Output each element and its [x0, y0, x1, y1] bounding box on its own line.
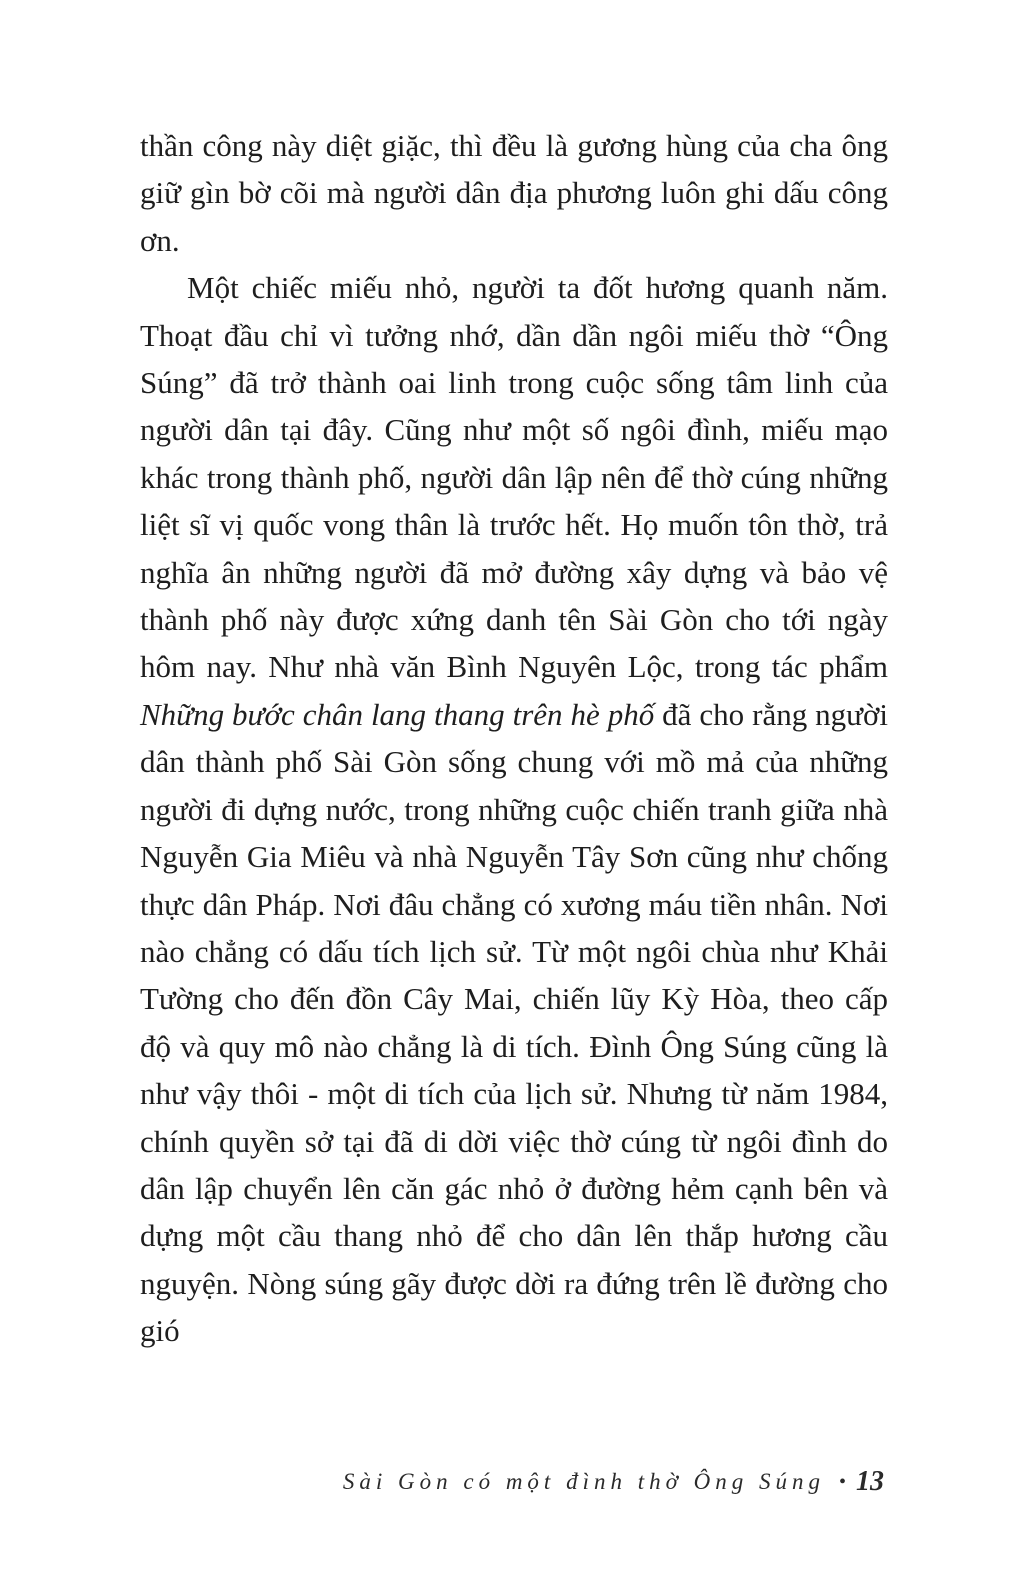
- body-text: [140, 122, 888, 1355]
- paragraph-continuation: [140, 122, 888, 264]
- text-segment: thần công này diệt giặc, thì đều là gương hùng của cha ông giữ gìn bờ cõi mà người dân địa phương luôn ghi dấu công ơn.: [140, 128, 888, 258]
- paragraph-main: [140, 264, 888, 1354]
- footer-separator-bullet: •: [838, 1470, 846, 1493]
- running-title: Sài Gòn có một đình thờ Ông Súng: [342, 1469, 825, 1494]
- page-footer: [343, 1466, 884, 1498]
- text-segment: Một chiếc miếu nhỏ, người ta đốt hương quanh năm. Thoạt đầu chỉ vì tưởng nhớ, dần dần ngôi miếu thờ “Ông Súng” đã trở thành oai linh trong cuộc sống tâm linh của người dân tại đây. Cũng như một số ngôi đình, miếu mạo khác trong thành phố, người dân lập nên để thờ cúng những liệt sĩ vị quốc vong thân là trước hết. Họ muốn tôn thờ, trả nghĩa ân những người đã mở đường xây dựng và bảo vệ thành phố này được xứng danh tên Sài Gòn cho tới ngày hôm nay. Như nhà văn Bình Nguyên Lộc, trong tác phẩm: [140, 270, 888, 685]
- book-title-italic: Những bước chân lang thang trên hè phố: [140, 696, 655, 732]
- page-number: 13: [856, 1466, 884, 1497]
- text-segment: đã cho rằng người dân thành phố Sài Gòn sống chung với mồ mả của những người đi dựng nước, trong những cuộc chiến tranh giữa nhà Nguyễn Gia Miêu và nhà Nguyễn Tây Sơn cũng như chống thực dân Pháp. Nơi đâu chẳng có xương máu tiền nhân. Nơi nào chẳng có dấu tích lịch sử. Từ một ngôi chùa như Khải Tường cho đến đồn Cây Mai, chiến lũy Kỳ Hòa, theo cấp độ và quy mô nào chẳng là di tích. Đình Ông Súng cũng là như vậy thôi - một di tích của lịch sử. Nhưng từ năm 1984, chính quyền sở tại đã di dời việc thờ cúng từ ngôi đình do dân lập chuyển lên căn gác nhỏ ở đường hẻm cạnh bên và dựng một cầu thang nhỏ để cho dân lên thắp hương cầu nguyện. Nòng súng gãy được dời ra đứng trên lề đường cho gió: [140, 696, 888, 1349]
